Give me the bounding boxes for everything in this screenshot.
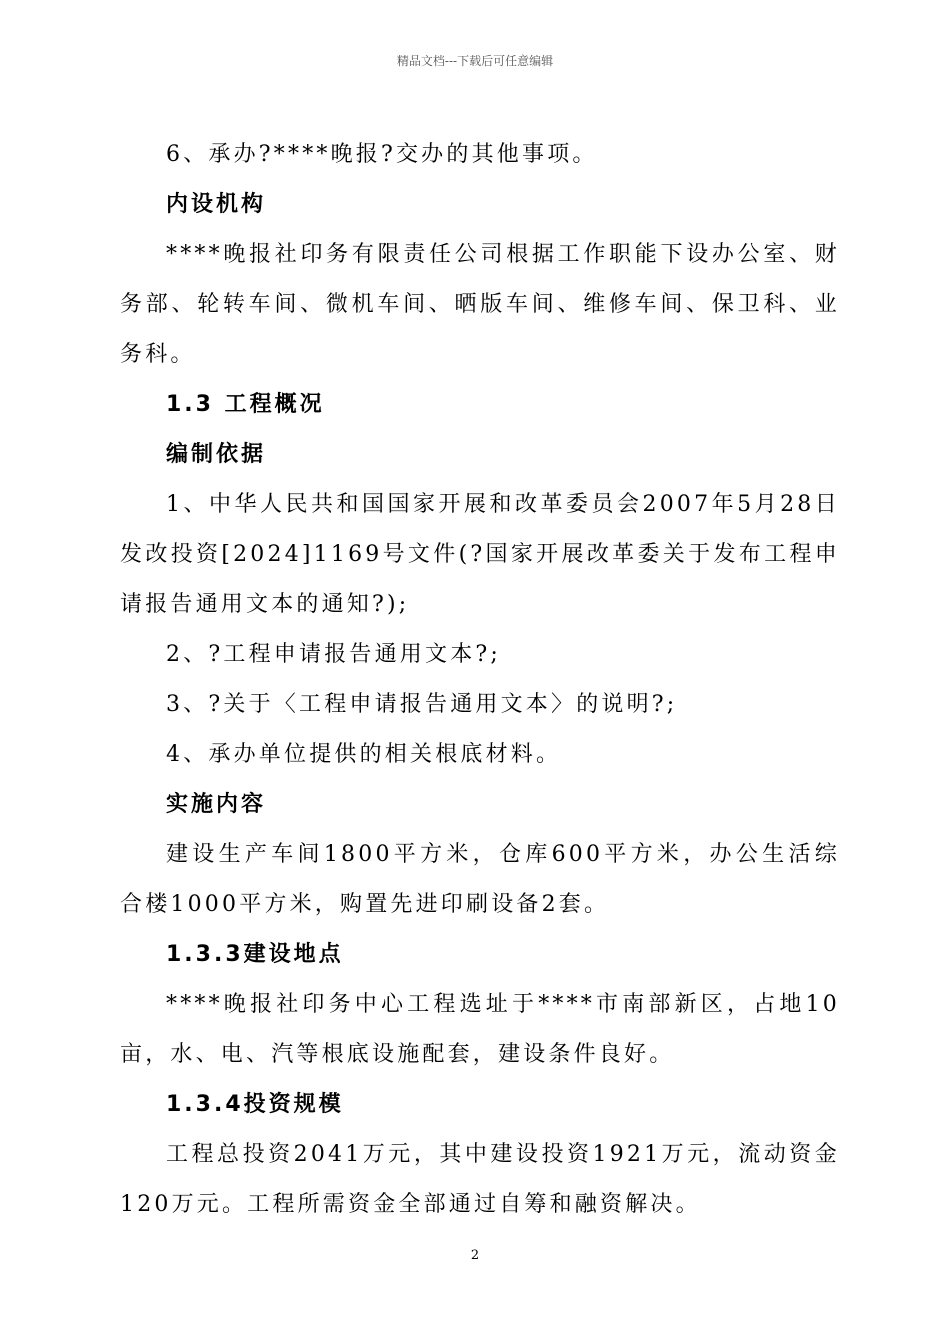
heading-investment: 1.3.4投资规模 [166, 1092, 344, 1117]
heading-basis: 编制依据 [166, 442, 267, 467]
heading-internal-structure: 内设机构 [166, 192, 267, 217]
heading-content: 实施内容 [166, 792, 267, 817]
paragraph-basis-3: 3、?关于〈工程申请报告通用文本〉的说明?; [166, 692, 678, 717]
heading-project-overview: 1.3 工程概况 [166, 392, 325, 417]
paragraph-basis-4: 4、承办单位提供的相关根底材料。 [166, 742, 562, 767]
paragraph-item-6: 6、承办?****晚报?交办的其他事项。 [166, 142, 598, 167]
paragraph-basis-1: 1、中华人民共和国国家开展和改革委员会2007年5月28日发改投资[2024]1169号文件(?国家开展改革委关于发布工程申请报告通用文本的通知?); [120, 492, 840, 617]
paragraph-departments: ****晚报社印务有限责任公司根据工作职能下设办公室、财务部、轮转车间、微机车间、晒版车间、维修车间、保卫科、业务科。 [120, 242, 840, 367]
heading-location: 1.3.3建设地点 [166, 942, 344, 967]
paragraph-basis-2: 2、?工程申请报告通用文本?; [166, 642, 501, 667]
document-body [120, 130, 840, 1230]
paragraph-content: 建设生产车间1800平方米，仓库600平方米，办公生活综合楼1000平方米，购置先进印刷设备2套。 [120, 842, 840, 917]
page-header: 精品文档---下载后可任意编辑 [396, 54, 554, 68]
paragraph-investment: 工程总投资2041万元，其中建设投资1921万元，流动资金120万元。工程所需资金全部通过自筹和融资解决。 [120, 1142, 840, 1217]
page-number: 2 [470, 1248, 480, 1263]
paragraph-location: ****晚报社印务中心工程选址于****市南部新区，占地10亩，水、电、汽等根底设施配套，建设条件良好。 [120, 992, 840, 1067]
